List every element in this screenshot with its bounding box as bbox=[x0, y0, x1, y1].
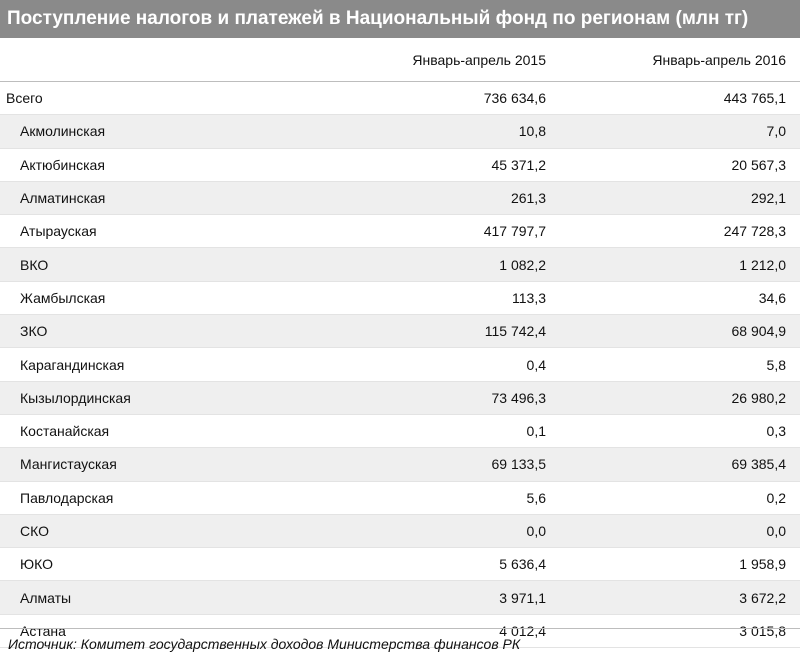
value-2015: 3 971,1 bbox=[400, 581, 552, 614]
value-2015: 73 496,3 bbox=[400, 381, 552, 414]
table-row bbox=[0, 115, 800, 148]
table-row bbox=[0, 581, 800, 614]
value-2016: 20 567,3 bbox=[552, 148, 800, 181]
value-2015: 0,0 bbox=[400, 514, 552, 547]
region-name: Алматы bbox=[0, 581, 400, 614]
column-header-2016: Январь-апрель 2016 bbox=[552, 38, 800, 82]
region-name: Кызылординская bbox=[0, 381, 400, 414]
region-name: ВКО bbox=[0, 248, 400, 281]
table-row bbox=[0, 215, 800, 248]
table-row bbox=[0, 148, 800, 181]
table-row bbox=[0, 381, 800, 414]
value-2015: 10,8 bbox=[400, 115, 552, 148]
value-2016: 34,6 bbox=[552, 281, 800, 314]
table-title: Поступление налогов и платежей в Национальный фонд по регионам (млн тг) bbox=[0, 0, 800, 38]
table-body bbox=[0, 82, 800, 648]
region-name: Жамбылская bbox=[0, 281, 400, 314]
region-name: Алматинская bbox=[0, 181, 400, 214]
region-name: СКО bbox=[0, 514, 400, 547]
table-row bbox=[0, 348, 800, 381]
table-row bbox=[0, 548, 800, 581]
value-2016: 3 015,8 bbox=[552, 614, 800, 647]
table-row bbox=[0, 181, 800, 214]
table-row bbox=[0, 82, 800, 115]
header-row bbox=[0, 38, 800, 82]
value-2015: 5 636,4 bbox=[400, 548, 552, 581]
value-2015: 45 371,2 bbox=[400, 148, 552, 181]
value-2016: 0,3 bbox=[552, 414, 800, 447]
value-2015: 1 082,2 bbox=[400, 248, 552, 281]
region-name: Карагандинская bbox=[0, 348, 400, 381]
column-header-2015: Январь-апрель 2015 bbox=[400, 38, 552, 82]
value-2016: 247 728,3 bbox=[552, 215, 800, 248]
value-2016: 1 958,9 bbox=[552, 548, 800, 581]
value-2015: 115 742,4 bbox=[400, 315, 552, 348]
value-2016: 0,2 bbox=[552, 481, 800, 514]
region-name: Акмолинская bbox=[0, 115, 400, 148]
table-row bbox=[0, 514, 800, 547]
region-name: Всего bbox=[0, 82, 400, 115]
value-2016: 443 765,1 bbox=[552, 82, 800, 115]
value-2016: 5,8 bbox=[552, 348, 800, 381]
value-2016: 0,0 bbox=[552, 514, 800, 547]
region-name: ЗКО bbox=[0, 315, 400, 348]
table-row bbox=[0, 281, 800, 314]
value-2016: 292,1 bbox=[552, 181, 800, 214]
value-2016: 3 672,2 bbox=[552, 581, 800, 614]
value-2016: 7,0 bbox=[552, 115, 800, 148]
value-2015: 113,3 bbox=[400, 281, 552, 314]
region-name: Астана bbox=[0, 614, 400, 647]
value-2016: 68 904,9 bbox=[552, 315, 800, 348]
region-name: ЮКО bbox=[0, 548, 400, 581]
data-table bbox=[0, 38, 800, 648]
value-2015: 4 012,4 bbox=[400, 614, 552, 647]
header-blank bbox=[0, 38, 400, 82]
table-row bbox=[0, 248, 800, 281]
value-2015: 69 133,5 bbox=[400, 448, 552, 481]
table-row bbox=[0, 414, 800, 447]
value-2015: 5,6 bbox=[400, 481, 552, 514]
region-name: Костанайская bbox=[0, 414, 400, 447]
region-name: Павлодарская bbox=[0, 481, 400, 514]
value-2015: 261,3 bbox=[400, 181, 552, 214]
source-note: Источник: Комитет государственных доходов Министерства финансов РК bbox=[0, 628, 800, 663]
value-2015: 0,4 bbox=[400, 348, 552, 381]
region-name: Мангистауская bbox=[0, 448, 400, 481]
region-name: Актюбинская bbox=[0, 148, 400, 181]
value-2016: 1 212,0 bbox=[552, 248, 800, 281]
region-name: Атырауская bbox=[0, 215, 400, 248]
value-2015: 0,1 bbox=[400, 414, 552, 447]
table-row bbox=[0, 448, 800, 481]
value-2016: 26 980,2 bbox=[552, 381, 800, 414]
value-2016: 69 385,4 bbox=[552, 448, 800, 481]
table-row bbox=[0, 481, 800, 514]
table-row bbox=[0, 315, 800, 348]
value-2015: 736 634,6 bbox=[400, 82, 552, 115]
value-2015: 417 797,7 bbox=[400, 215, 552, 248]
